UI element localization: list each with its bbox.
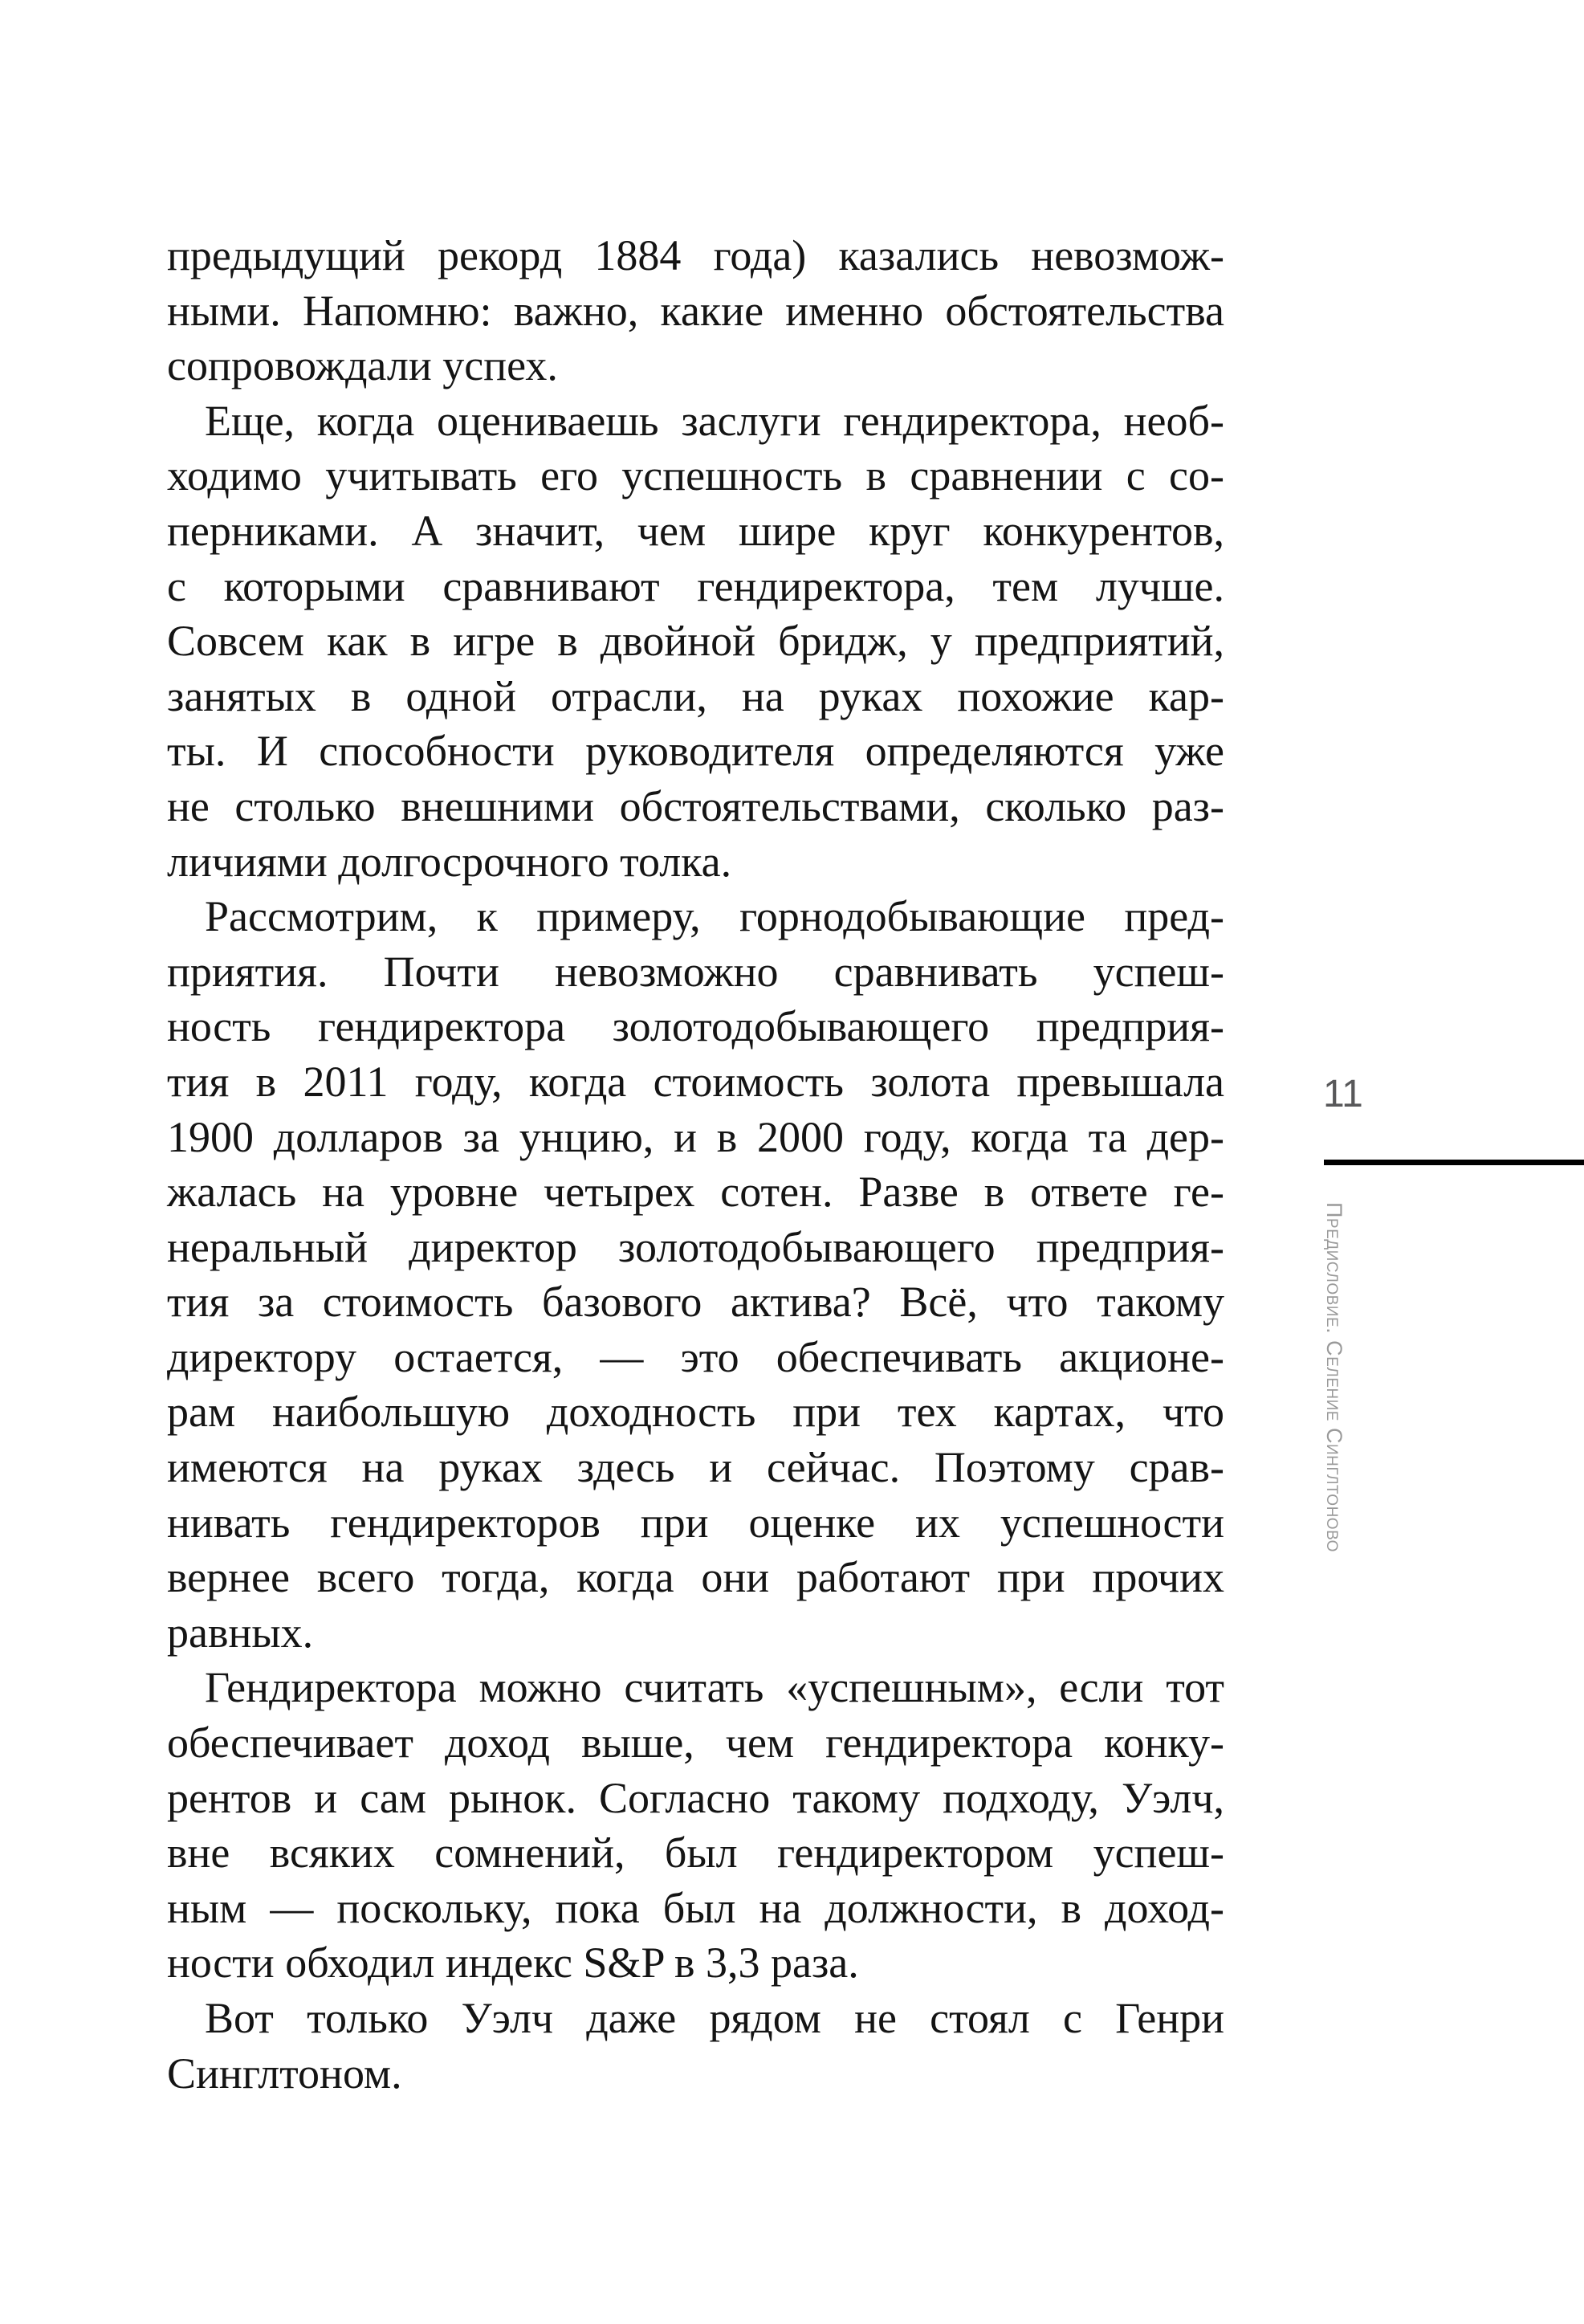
text-line: Совсем как в игре в двойной бридж, у предприятий, <box>167 617 1224 666</box>
text-line: неральный директор золотодобывающего предприя- <box>167 1222 1224 1271</box>
text-line: личиями долгосрочного толка. <box>167 837 732 886</box>
text-line: Синглтоном. <box>167 2049 402 2098</box>
text-line: вернее всего тогда, когда они работают при прочих <box>167 1553 1224 1602</box>
text-line: Рассмотрим, к примеру, горнодобывающие пред- <box>205 892 1224 941</box>
text-line: жалась на уровне четырех сотен. Разве в ответе ге- <box>167 1168 1224 1217</box>
text-line: ности обходил индекс S&P в 3,3 раза. <box>167 1939 859 1988</box>
text-line: нивать гендиректоров при оценке их успешности <box>167 1498 1224 1547</box>
text-line: занятых в одной отрасли, на руках похожие кар- <box>167 671 1224 720</box>
running-header-vertical: Предисловие. Селение Синглтоново <box>1322 1202 1346 1552</box>
text-line: перниками. А значит, чем шире круг конкурентов, <box>167 506 1224 555</box>
text-line: тия за стоимость базового актива? Всё, что такому <box>167 1278 1224 1327</box>
text-line: рам наибольшую доходность при тех картах, что <box>167 1388 1224 1437</box>
text-line: равных. <box>167 1608 314 1657</box>
text-line: предыдущий рекорд 1884 года) казались невозмож- <box>167 231 1224 279</box>
text-line: директору остается, — это обеспечивать акционе- <box>167 1332 1224 1381</box>
page-number: 11 <box>1323 1073 1363 1115</box>
section-rule <box>1324 1160 1584 1165</box>
text-column <box>167 228 1224 2101</box>
text-line: 1900 долларов за унцию, и в 2000 году, когда та дер- <box>167 1112 1224 1161</box>
text-line: ность гендиректора золотодобывающего предприя- <box>167 1002 1224 1051</box>
text-line: приятия. Почти невозможно сравнивать успеш- <box>167 947 1224 996</box>
text-line: Вот только Уэлч даже рядом не стоял с Генри <box>205 1994 1224 2042</box>
text-line: обеспечивает доход выше, чем гендиректора конку- <box>167 1719 1224 1767</box>
text-line: ходимо учитывать его успешность в сравнении с со- <box>167 451 1224 500</box>
text-line: вне всяких сомнений, был гендиректором успеш- <box>167 1829 1224 1878</box>
text-line: рентов и сам рынок. Согласно такому подходу, Уэлч, <box>167 1773 1224 1822</box>
text-line: Гендиректора можно считать «успешным», если тот <box>205 1663 1224 1712</box>
text-line: имеются на руках здесь и сейчас. Поэтому срав- <box>167 1443 1224 1492</box>
text-line: ным — поскольку, пока был на должности, в доход- <box>167 1883 1224 1932</box>
text-line: ты. И способности руководителя определяются уже <box>167 727 1224 776</box>
text-line: ными. Напомню: важно, какие именно обстоятельства <box>167 286 1224 335</box>
text-line: сопровождали успех. <box>167 341 558 390</box>
text-line: не столько внешними обстоятельствами, сколько раз- <box>167 781 1224 830</box>
text-line: Еще, когда оцениваешь заслуги гендиректора, необ- <box>205 396 1224 445</box>
text-line: тия в 2011 году, когда стоимость золота превышала <box>167 1057 1224 1106</box>
text-line: с которыми сравнивают гендиректора, тем лучше. <box>167 561 1224 610</box>
